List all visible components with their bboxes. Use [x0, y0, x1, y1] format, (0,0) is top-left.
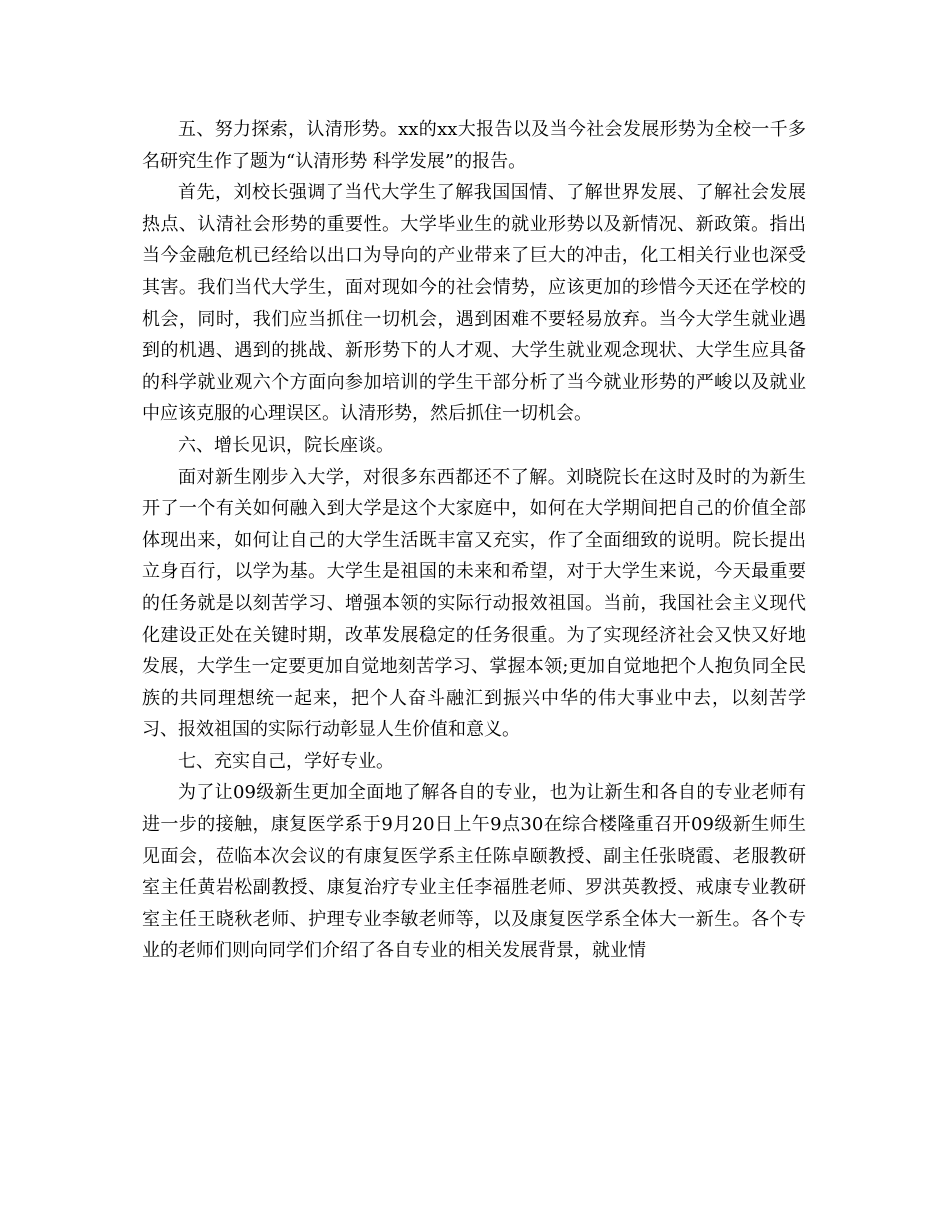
paragraph-employment-situation: 首先，刘校长强调了当代大学生了解我国国情、了解世界发展、了解社会发展热点、认清社会形势的重要性。大学毕业生的就业形势以及新情况、新政策。指出当今金融危机已经给以出口为导向的产业带来了巨大的冲击，化工相关行业也深受其害。我们当代大学生，面对现如今的社会情势，应该更加的珍惜今天还在学校的机会，同时，我们应当抓住一切机会，遇到困难不要轻易放弃。当今大学生就业遇到的机遇、遇到的挑战、新形势下的人才观、大学生就业观念现状、大学生应具备的科学就业观六个方面向参加培训的学生干部分析了当今就业形势的严峻以及就业中应该克服的心理误区。认清形势，然后抓住一切机会。	[142, 182, 806, 425]
paragraph-dean-talk: 面对新生刚步入大学，对很多东西都还不了解。刘晓院长在这时及时的为新生开了一个有关如何融入到大学是这个大家庭中，如何在大学期间把自己的价值全部体现出来，如何让自己的大学生活既丰富又充实，作了全面细致的说明。院长提出立身百行，以学为基。大学生是祖国的未来和希望，对于大学生来说，今天最重要的任务就是以刻苦学习、增强本领的实际行动报效祖国。当前，我国社会主义现代化建设正处在关键时期，改革发展稳定的任务很重。为了实现经济社会又快又好地发展，大学生一定要更加自觉地刻苦学习、掌握本领;更加自觉地把个人抱负同全民族的共同理想统一起来，把个人奋斗融汇到振兴中华的伟大事业中去，以刻苦学习、报效祖国的实际行动彰显人生价值和意义。	[142, 466, 806, 741]
paragraph-section-seven: 七、充实自己，学好专业。	[178, 750, 394, 772]
paragraph-section-six: 六、增长见识，院长座谈。	[178, 434, 394, 456]
paragraph-section-five: 五、努力探索，认清形势。xx的xx大报告以及当今社会发展形势为全校一千多名研究生作了题为“认清形势 科学发展”的报告。	[142, 119, 806, 172]
paragraph-major-meeting: 为了让09级新生更加全面地了解各自的专业，也为让新生和各自的专业老师有进一步的接触，康复医学系于9月20日上午9点30在综合楼隆重召开09级新生师生见面会，莅临本次会议的有康复医学系主任陈卓颐教授、副主任张晓霞、老服教研室主任黄岩松副教授、康复治疗专业主任李福胜老师、罗洪英教授、戒康专业教研室主任王晓秋老师、护理专业李敏老师等，以及康复医学系全体大一新生。各个专业的老师们则向同学们介绍了各自专业的相关发展背景，就业情	[142, 782, 806, 962]
document-body	[142, 114, 806, 967]
